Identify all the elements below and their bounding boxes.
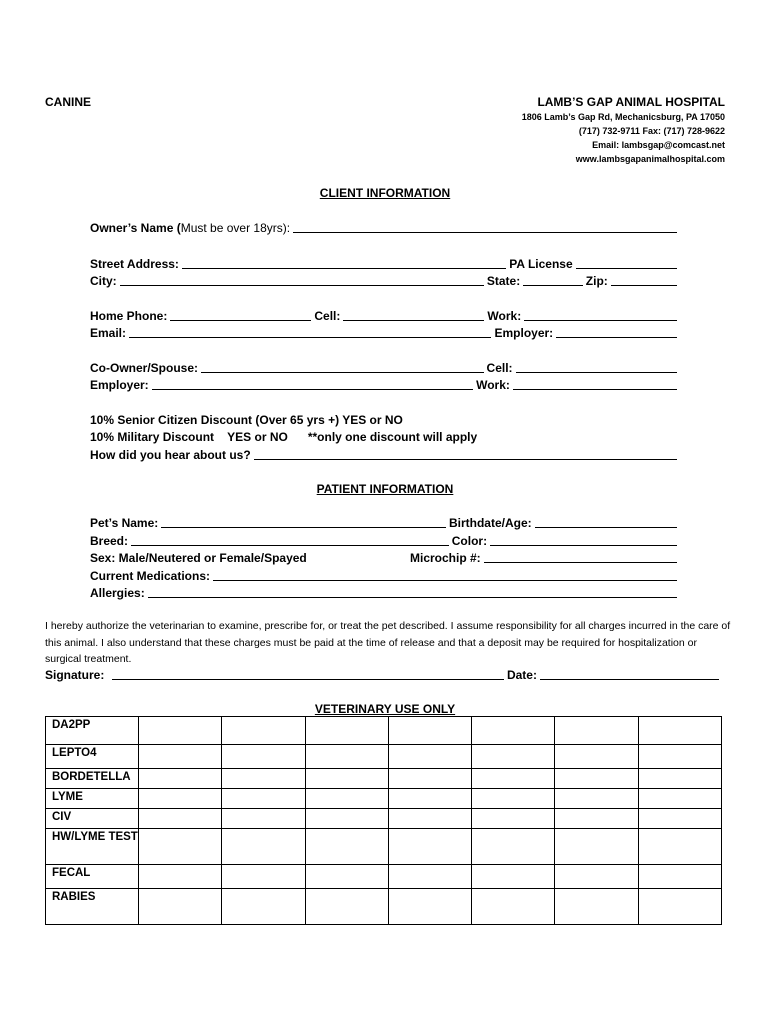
vaccine-entry-cell[interactable] xyxy=(472,809,555,829)
medications-field[interactable] xyxy=(213,580,677,581)
vaccine-entry-cell[interactable] xyxy=(555,809,638,829)
pa-license-field[interactable] xyxy=(576,268,677,269)
zip-label: Zip: xyxy=(585,274,608,288)
vaccine-entry-cell[interactable] xyxy=(388,717,471,745)
co-owner-work-label: Work: xyxy=(476,378,510,392)
co-owner-work-field[interactable] xyxy=(513,389,677,390)
vaccine-entry-cell[interactable] xyxy=(305,809,388,829)
vaccine-entry-cell[interactable] xyxy=(222,745,305,769)
hear-about-label: How did you hear about us? xyxy=(90,448,251,462)
co-owner-row xyxy=(90,360,680,375)
vaccine-entry-cell[interactable] xyxy=(139,889,222,925)
city-label: City: xyxy=(90,274,117,288)
vaccine-entry-cell[interactable] xyxy=(139,769,222,789)
client-information-heading: CLIENT INFORMATION xyxy=(319,186,451,200)
vaccine-entry-cell[interactable] xyxy=(305,769,388,789)
vaccine-entry-cell[interactable] xyxy=(555,889,638,925)
hospital-website: www.lambsgapanimalhospital.com xyxy=(575,154,725,164)
hospital-phone-fax: (717) 732-9711 Fax: (717) 728-9622 xyxy=(578,126,725,136)
vaccine-entry-cell[interactable] xyxy=(472,865,555,889)
vaccine-name: BORDETELLA xyxy=(46,769,139,789)
table-row xyxy=(46,809,722,829)
vaccine-entry-cell[interactable] xyxy=(388,889,471,925)
vaccine-name: RABIES xyxy=(46,889,139,925)
table-row xyxy=(46,717,722,745)
color-field[interactable] xyxy=(490,545,677,546)
microchip-label: Microchip #: xyxy=(410,551,481,565)
vaccine-entry-cell[interactable] xyxy=(555,829,638,865)
pet-name-field[interactable] xyxy=(161,527,446,528)
vaccine-entry-cell[interactable] xyxy=(638,789,721,809)
vaccine-entry-cell[interactable] xyxy=(222,789,305,809)
senior-discount-row xyxy=(90,412,680,427)
co-owner-cell-field[interactable] xyxy=(516,372,677,373)
vaccine-entry-cell[interactable] xyxy=(555,789,638,809)
vaccine-entry-cell[interactable] xyxy=(139,809,222,829)
breed-label: Breed: xyxy=(90,534,129,548)
city-row xyxy=(90,273,680,288)
employer-label: Employer: xyxy=(494,326,554,340)
vaccine-entry-cell[interactable] xyxy=(139,865,222,889)
pa-license-label: PA License xyxy=(509,257,573,271)
signature-label: Signature: xyxy=(45,668,105,682)
vaccine-entry-cell[interactable] xyxy=(388,809,471,829)
breed-row xyxy=(90,533,680,548)
vaccine-entry-cell[interactable] xyxy=(472,745,555,769)
co-owner-employer-label: Employer: xyxy=(90,378,149,392)
vaccine-entry-cell[interactable] xyxy=(305,865,388,889)
vaccine-name: CIV xyxy=(46,809,139,829)
vaccine-entry-cell[interactable] xyxy=(305,717,388,745)
table-row xyxy=(46,889,722,925)
vaccine-entry-cell[interactable] xyxy=(222,889,305,925)
vaccine-entry-cell[interactable] xyxy=(555,865,638,889)
allergies-label: Allergies: xyxy=(90,586,145,600)
vaccine-entry-cell[interactable] xyxy=(472,789,555,809)
patient-information-heading: PATIENT INFORMATION xyxy=(316,482,454,496)
vaccine-entry-cell[interactable] xyxy=(139,745,222,769)
vaccine-entry-cell[interactable] xyxy=(472,717,555,745)
vaccine-entry-cell[interactable] xyxy=(139,789,222,809)
pet-name-row xyxy=(90,515,680,530)
vaccine-entry-cell[interactable] xyxy=(388,865,471,889)
cell-label: Cell: xyxy=(314,309,341,323)
table-row xyxy=(46,829,722,865)
vaccine-name: LYME xyxy=(46,789,139,809)
vaccine-name: HW/LYME TEST xyxy=(46,829,139,865)
pet-name-label: Pet’s Name: xyxy=(90,516,159,530)
vaccine-entry-cell[interactable] xyxy=(305,889,388,925)
vaccine-entry-cell[interactable] xyxy=(305,789,388,809)
employer-field[interactable] xyxy=(556,337,677,338)
owner-name-row xyxy=(90,220,680,235)
vaccine-name: LEPTO4 xyxy=(46,745,139,769)
vaccine-entry-cell[interactable] xyxy=(472,829,555,865)
veterinary-use-heading: VETERINARY USE ONLY xyxy=(314,702,456,716)
vaccine-entry-cell[interactable] xyxy=(638,769,721,789)
cell-field[interactable] xyxy=(343,320,484,321)
allergies-row xyxy=(90,585,680,600)
zip-field[interactable] xyxy=(611,285,677,286)
sex-row xyxy=(90,550,680,565)
signature-row xyxy=(45,667,722,682)
medications-row xyxy=(90,568,680,583)
vaccine-entry-cell[interactable] xyxy=(388,789,471,809)
vaccine-entry-cell[interactable] xyxy=(638,717,721,745)
vaccine-entry-cell[interactable] xyxy=(222,829,305,865)
vaccine-entry-cell[interactable] xyxy=(222,809,305,829)
species-label: CANINE xyxy=(45,95,92,109)
medications-label: Current Medications: xyxy=(90,569,211,583)
owner-name-note: Must be over 18yrs): xyxy=(180,221,291,235)
vaccine-name: DA2PP xyxy=(46,717,139,745)
vaccine-entry-cell[interactable] xyxy=(388,745,471,769)
email-label: Email: xyxy=(90,326,127,340)
vaccine-entry-cell[interactable] xyxy=(222,717,305,745)
state-field[interactable] xyxy=(523,285,583,286)
vaccine-entry-cell[interactable] xyxy=(472,769,555,789)
table-row xyxy=(46,865,722,889)
co-owner-label: Co-Owner/Spouse: xyxy=(90,361,199,375)
birthdate-label: Birthdate/Age: xyxy=(448,516,532,530)
birthdate-field[interactable] xyxy=(535,527,677,528)
table-row xyxy=(46,769,722,789)
military-discount-row xyxy=(90,429,680,444)
vaccine-entry-cell[interactable] xyxy=(472,889,555,925)
email-field[interactable] xyxy=(129,337,491,338)
vaccine-entry-cell[interactable] xyxy=(305,745,388,769)
date-field[interactable] xyxy=(540,679,719,680)
table-row xyxy=(46,789,722,809)
vaccine-entry-cell[interactable] xyxy=(388,769,471,789)
vaccine-entry-cell[interactable] xyxy=(222,769,305,789)
color-label: Color: xyxy=(451,534,488,548)
vaccine-entry-cell[interactable] xyxy=(139,717,222,745)
vaccine-entry-cell[interactable] xyxy=(555,717,638,745)
authorization-text: I hereby authorize the veterinarian to examine, prescribe for, or treat the pet described. I assume responsibility for all charges incurred in the care of this animal. I also understand that these charges must be paid at the time of release and that a deposit may be required for hospitalization or surgical treatment. xyxy=(45,620,731,665)
sex-label: Sex: Male/Neutered or Female/Spayed xyxy=(90,551,307,565)
hear-about-row xyxy=(90,447,680,462)
phone-row xyxy=(90,308,680,323)
co-employer-row xyxy=(90,377,680,392)
senior-discount-text: 10% Senior Citizen Discount (Over 65 yrs +) YES or NO xyxy=(90,413,403,427)
vaccine-entry-cell[interactable] xyxy=(638,889,721,925)
street-address-field[interactable] xyxy=(182,268,506,269)
hospital-email: Email: lambsgap@comcast.net xyxy=(592,140,725,150)
owner-name-field[interactable] xyxy=(293,232,677,233)
allergies-field[interactable] xyxy=(148,597,677,598)
email-row xyxy=(90,325,680,340)
state-label: State: xyxy=(486,274,521,288)
vaccine-entry-cell[interactable] xyxy=(555,745,638,769)
breed-field[interactable] xyxy=(131,545,449,546)
date-label: Date: xyxy=(506,668,537,682)
vaccine-table xyxy=(45,716,722,925)
vaccine-entry-cell[interactable] xyxy=(638,809,721,829)
co-owner-employer-field[interactable] xyxy=(152,389,473,390)
street-row xyxy=(90,256,680,271)
hospital-name: LAMB’S GAP ANIMAL HOSPITAL xyxy=(537,95,725,109)
signature-field[interactable] xyxy=(112,679,504,680)
hear-about-field[interactable] xyxy=(254,459,677,460)
microchip-field[interactable] xyxy=(484,562,677,563)
vaccine-entry-cell[interactable] xyxy=(222,865,305,889)
owner-name-label: Owner’s Name ( xyxy=(90,221,181,235)
co-owner-field[interactable] xyxy=(201,372,484,373)
home-phone-field[interactable] xyxy=(170,320,311,321)
hospital-address: 1806 Lamb’s Gap Rd, Mechanicsburg, PA 17050 xyxy=(521,112,725,122)
home-phone-label: Home Phone: xyxy=(90,309,168,323)
work-label: Work: xyxy=(487,309,522,323)
vaccine-entry-cell[interactable] xyxy=(638,865,721,889)
vaccine-name: FECAL xyxy=(46,865,139,889)
work-field[interactable] xyxy=(524,320,677,321)
vaccine-entry-cell[interactable] xyxy=(555,769,638,789)
street-address-label: Street Address: xyxy=(90,257,179,271)
vaccine-entry-cell[interactable] xyxy=(139,829,222,865)
co-owner-cell-label: Cell: xyxy=(486,361,513,375)
table-row xyxy=(46,745,722,769)
vaccine-entry-cell[interactable] xyxy=(638,829,721,865)
vaccine-entry-cell[interactable] xyxy=(388,829,471,865)
military-discount-text: 10% Military Discount YES or NO **only one discount will apply xyxy=(90,430,478,444)
city-field[interactable] xyxy=(120,285,484,286)
vaccine-entry-cell[interactable] xyxy=(638,745,721,769)
vaccine-entry-cell[interactable] xyxy=(305,829,388,865)
